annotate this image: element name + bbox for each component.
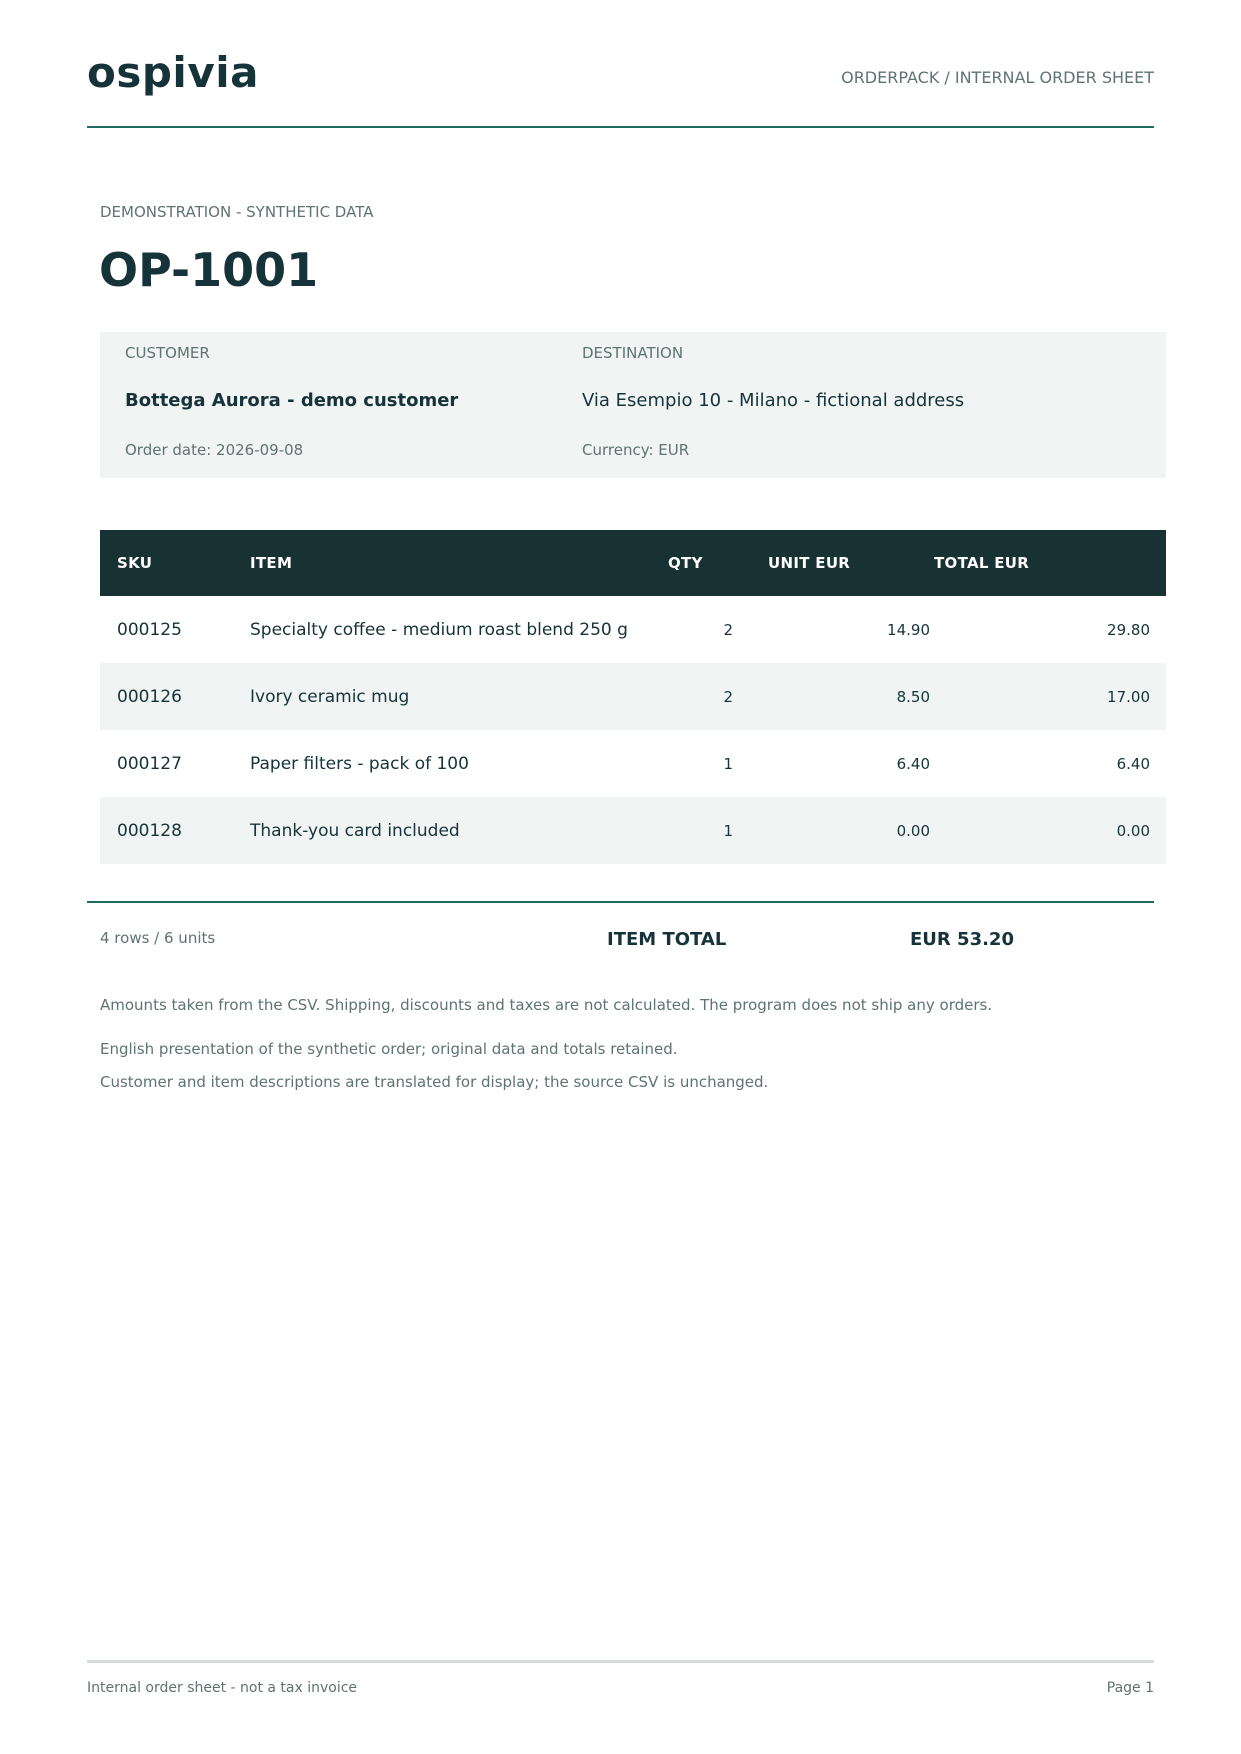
cell-sku: 000126 (100, 663, 250, 730)
destination-label: DESTINATION (582, 344, 684, 362)
summary-divider (87, 901, 1154, 903)
cell-qty: 2 (723, 620, 733, 639)
column-header-unit-eur: UNIT EUR (764, 530, 930, 596)
table-row (100, 663, 1166, 730)
currency: Currency: EUR (582, 441, 690, 459)
order-info-panel (100, 332, 1166, 478)
footer-disclaimer: Internal order sheet - not a tax invoice (87, 1680, 358, 1696)
cell-qty: 1 (668, 797, 764, 864)
cell-total: 6.40 (1116, 754, 1150, 773)
table-row (100, 797, 1166, 864)
table-row (100, 730, 1166, 797)
cell-sku: 000125 (117, 619, 182, 640)
order-id: OP-1001 (99, 243, 319, 297)
note-amounts: Amounts taken from the CSV. Shipping, discounts and taxes are not calculated. The program does not ship any orders. (100, 996, 993, 1014)
brand-logo: ospivia (87, 48, 259, 97)
cell-item: Thank-you card included (250, 797, 668, 864)
item-total-value: EUR 53.20 (910, 929, 1014, 950)
order-date: Order date: 2026-09-08 (125, 441, 304, 459)
footer-divider (87, 1660, 1154, 1663)
column-header-qty: QTY (668, 530, 764, 596)
cell-total: 17.00 (930, 663, 1166, 730)
cell-unit: 14.90 (887, 620, 930, 639)
cell-unit: 6.40 (896, 754, 930, 773)
document-section-title: ORDERPACK / INTERNAL ORDER SHEET (841, 68, 1154, 87)
cell-item: Specialty coffee - medium roast blend 250 g (250, 619, 628, 640)
note-translation: Customer and item descriptions are translated for display; the source CSV is unchanged. (100, 1073, 769, 1091)
cell-unit: 8.50 (764, 663, 930, 730)
cell-total: 0.00 (930, 797, 1166, 864)
page-number: Page 1 (1106, 1680, 1154, 1696)
demo-notice: DEMONSTRATION - SYNTHETIC DATA (100, 203, 374, 221)
table-header-row (100, 530, 1166, 596)
cell-total: 29.80 (1107, 620, 1150, 639)
column-header-total-eur: TOTAL EUR (930, 530, 1166, 596)
cell-qty: 2 (668, 663, 764, 730)
column-header-item: ITEM (250, 530, 668, 596)
item-total-label: ITEM TOTAL (607, 929, 727, 950)
order-items-table (100, 530, 1166, 864)
cell-sku: 000127 (117, 753, 182, 774)
cell-unit: 0.00 (764, 797, 930, 864)
note-presentation: English presentation of the synthetic order; original data and totals retained. (100, 1040, 678, 1058)
rows-count: 4 rows / 6 units (100, 929, 216, 947)
header-divider (87, 126, 1154, 128)
customer-name: Bottega Aurora - demo customer (125, 390, 459, 411)
cell-item: Ivory ceramic mug (250, 663, 668, 730)
cell-item: Paper filters - pack of 100 (250, 753, 469, 774)
cell-qty: 1 (723, 754, 733, 773)
customer-label: CUSTOMER (125, 344, 210, 362)
destination-address: Via Esempio 10 - Milano - fictional address (582, 390, 965, 411)
table-row (100, 596, 1166, 663)
column-header-sku: SKU (100, 530, 250, 596)
cell-sku: 000128 (100, 797, 250, 864)
